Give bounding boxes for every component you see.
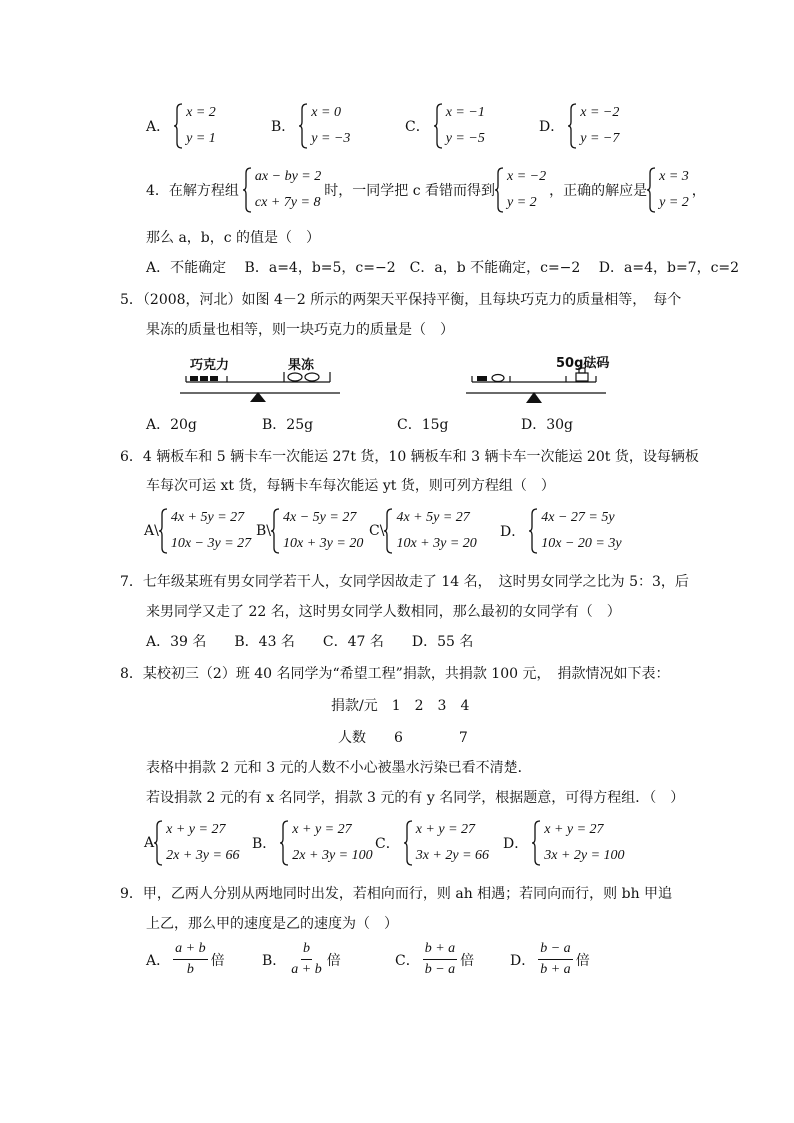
left-brace-icon: [647, 167, 656, 213]
left-brace-icon: [384, 508, 393, 554]
left-brace-icon: [243, 167, 252, 213]
q6-option-c: C\ 4x + 5y = 27 10x + 3y = 20: [369, 508, 477, 554]
q5-line1: 5．（2008，河北）如图 4－2 所示的两架天平保持平衡，且每块巧克力的质量相等， 每个: [120, 292, 682, 308]
q6-line2: 车每次可运 xt 货，每辆卡车每次能运 yt 货，则可列方程组（ ）: [146, 478, 555, 494]
q8-option-d: D． x + y = 27 3x + 2y = 100: [503, 820, 625, 866]
q8-line2: 表格中捐款 2 元和 3 元的人数不小心被墨水污染已看不清楚．: [146, 760, 532, 776]
chocolate-label: 巧克力: [190, 358, 230, 373]
q3-option-c: C． x = −1 y = −5: [405, 103, 485, 149]
balance-figure-left: [180, 368, 340, 404]
q3-option-b: B． x = 0 y = −3: [271, 103, 350, 149]
q5-option-b: B．25g: [262, 417, 314, 433]
q8-option-c: C． x + y = 27 3x + 2y = 66: [375, 820, 489, 866]
left-brace-icon: [404, 820, 413, 866]
q5-option-d: D．30g: [521, 417, 574, 433]
q4-line2: 那么 a，b，c 的值是（ ）: [146, 230, 321, 246]
left-brace-icon: [495, 167, 504, 213]
left-brace-icon: [532, 820, 541, 866]
q8-option-b: B． x + y = 27 2x + 3y = 100: [252, 820, 373, 866]
left-brace-icon: [174, 103, 183, 149]
q6-option-d: D． 4x − 27 = 5y 10x − 20 = 3y: [500, 508, 622, 554]
q8-line1: 8．某校初三（2）班 40 名同学为“希望工程”捐款，共捐款 100 元， 捐款情况如下表：: [120, 666, 670, 682]
left-brace-icon: [299, 103, 308, 149]
left-brace-icon: [434, 103, 443, 149]
jelly-label: 果冻: [288, 358, 315, 373]
q9-option-a: A． $\frac{a + b}{b}$ 倍: [146, 941, 225, 977]
left-brace-icon: [568, 103, 577, 149]
left-brace-icon: [271, 508, 280, 554]
q9-line1: 9．甲，乙两人分别从两地同时出发，若相向而行，则 ah 相遇；若同向而行，则 bh 甲追: [120, 886, 673, 902]
q3-option-d: D． x = −2 y = −7: [539, 103, 619, 149]
fraction: $\frac{a + b}{b}$: [175, 941, 206, 977]
q4-stem: 4．在解方程组 ax − by = 2 cx + 7y = 8 时，一同学把 c 看错而得到 x = −2 y = 2 ，正确的解应是 x = 3 y = 2 ，: [146, 167, 706, 213]
q5-option-a: A．20g: [146, 417, 197, 433]
q8-table-row-amount: 捐款/元 1 2 3 4: [331, 698, 470, 714]
q7-options: A．39 名 B．43 名 C．47 名 D．55 名: [146, 634, 474, 650]
q8-line3: 若设捐款 2 元的有 x 名同学，捐款 3 元的有 y 名同学，根据题意，可得方程组．（ ）: [146, 790, 685, 806]
fraction: $\frac{b}{a + b}$: [291, 941, 322, 977]
fraction: $\frac{b - a}{b + a}$: [540, 941, 571, 977]
balance-figure-right: [466, 366, 606, 404]
q8-table-row-count: 人数 6 7: [338, 730, 468, 746]
q6-line1: 6．4 辆板车和 5 辆卡车一次能运 27t 货，10 辆板车和 3 辆卡车一次能运 20t 货，设每辆板: [120, 449, 699, 465]
left-brace-icon: [159, 508, 168, 554]
q9-option-c: C． $\frac{b + a}{b - a}$ 倍: [395, 941, 475, 977]
q4-options: A．不能确定 B．a=4，b=5，c=−2 C．a，b 不能确定，c=−2 D．a=4，b=7，c=2: [146, 260, 740, 276]
q7-line1: 7．七年级某班有男女同学若干人，女同学因故走了 14 名， 这时男女同学之比为 5：3，后: [120, 574, 689, 590]
q3-option-a: A． x = 2 y = 1: [146, 103, 216, 149]
left-brace-icon: [154, 820, 163, 866]
q6-option-b: B\ 4x − 5y = 27 10x + 3y = 20: [256, 508, 363, 554]
left-brace-icon: [529, 508, 538, 554]
q5-option-c: C．15g: [397, 417, 449, 433]
q9-option-d: D． $\frac{b - a}{b + a}$ 倍: [510, 941, 590, 977]
left-brace-icon: [280, 820, 289, 866]
q9-option-b: B． $\frac{b}{a + b}$ 倍: [262, 941, 341, 977]
q5-line2: 果冻的质量也相等，则一块巧克力的质量是（ ）: [146, 322, 454, 338]
weight-label: 50g砝码: [556, 356, 610, 371]
q8-option-a: A x + y = 27 2x + 3y = 66: [144, 820, 239, 866]
q7-line2: 来男同学又走了 22 名，这时男女同学人数相同，那么最初的女同学有（ ）: [146, 604, 621, 620]
q9-line2: 上乙，那么甲的速度是乙的速度为（ ）: [146, 916, 398, 932]
q6-option-a: A\ 4x + 5y = 27 10x − 3y = 27: [144, 508, 251, 554]
fraction: $\frac{b + a}{b - a}$: [424, 941, 456, 977]
